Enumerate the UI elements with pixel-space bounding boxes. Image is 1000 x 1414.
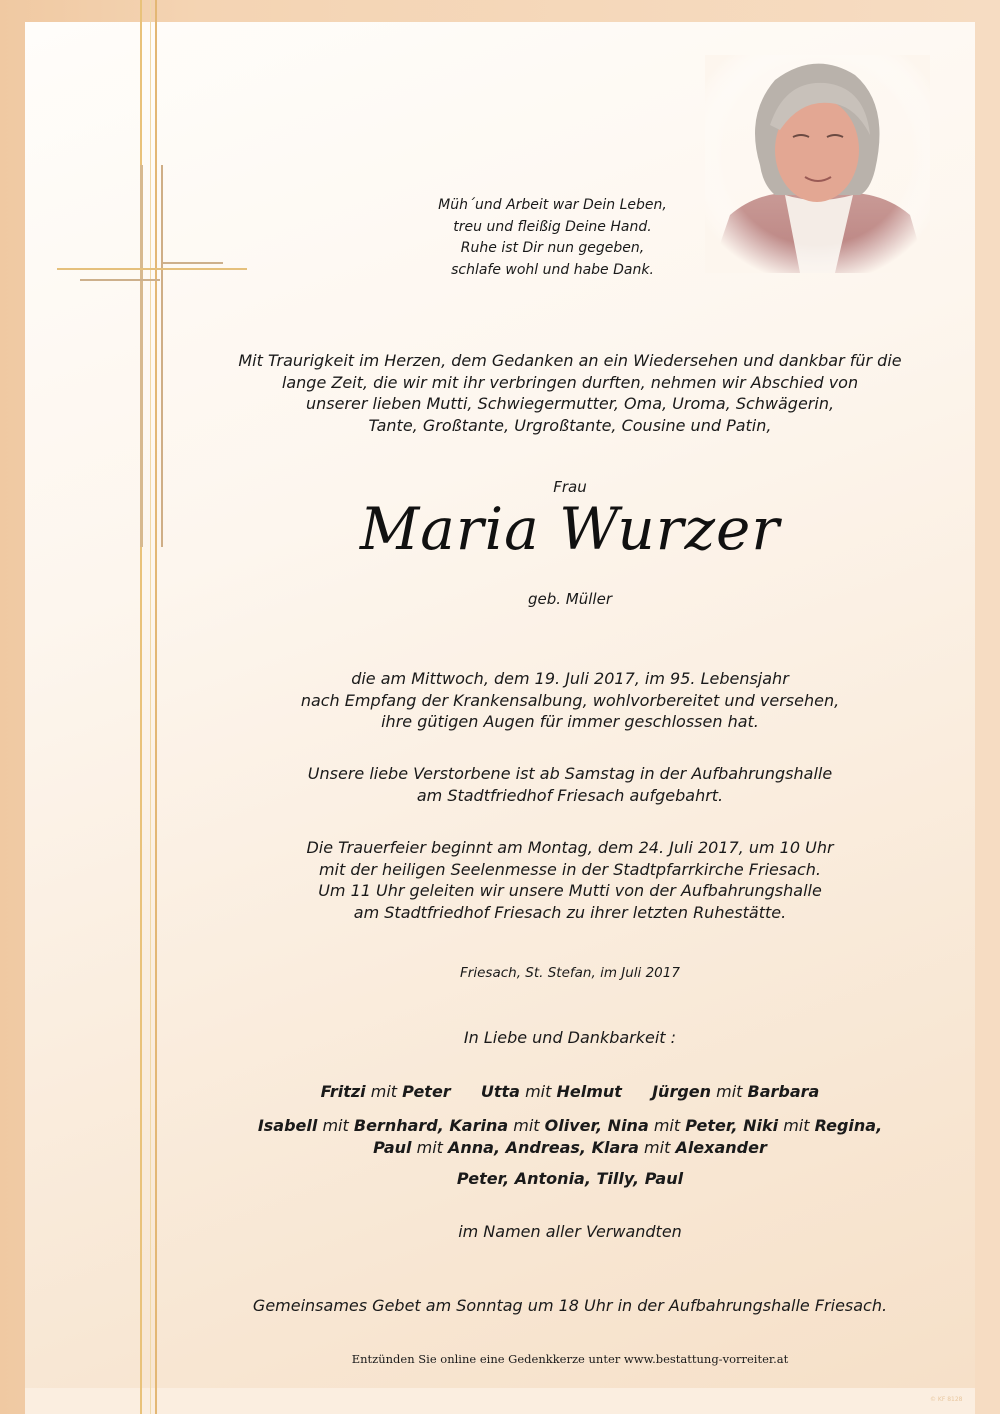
memorial-verse — [400, 195, 705, 281]
conj-mit: mit — [416, 1137, 443, 1157]
death-line: die am Mittwoch, dem 19. Juli 2017, im 95. Lebensjahr — [351, 669, 789, 688]
conj-mit: mit — [525, 1082, 552, 1101]
family-name: Regina, — [814, 1116, 883, 1135]
laid-out-line: Unsere liebe Verstorbene ist ab Samstag in der Aufbahrungshalle — [307, 764, 833, 783]
verse-line: Müh´und Arbeit war Dein Leben, — [438, 197, 667, 213]
gold-line-right — [155, 0, 157, 1414]
family-name: Fritzi — [320, 1082, 366, 1101]
maiden-name: geb. Müller — [528, 590, 612, 608]
funeral-line: am Stadtfriedhof Friesach zu ihrer letzten Ruhestätte. — [353, 902, 787, 922]
conj-mit: mit — [653, 1116, 681, 1135]
verse-line: Ruhe ist Dir nun gegeben, — [460, 240, 645, 256]
bottom-margin — [25, 1388, 975, 1414]
conj-mit: mit — [513, 1116, 540, 1135]
gold-line-middle — [150, 0, 151, 1414]
conj-mit: mit — [644, 1137, 671, 1157]
family-name: Alexander — [675, 1137, 767, 1157]
conj-mit: mit — [370, 1082, 398, 1101]
family-name: Isabell — [257, 1116, 318, 1135]
on-behalf: im Namen aller Verwandten — [458, 1222, 682, 1241]
portrait-photo — [705, 55, 930, 273]
family-name: Peter, Niki — [685, 1116, 779, 1135]
family-name: Barbara — [747, 1082, 820, 1101]
intro-line: lange Zeit, die wir mit ihr verbringen durften, nehmen wir Abschied von — [281, 372, 859, 392]
family-name: Oliver, Nina — [544, 1116, 649, 1135]
funeral-line: mit der heiligen Seelenmesse in der Stadtpfarrkirche Friesach. — [318, 859, 822, 879]
laid-out-line: am Stadtfriedhof Friesach aufgebahrt. — [416, 786, 724, 805]
intro-line: unserer lieben Mutti, Schwiegermutter, Oma, Uroma, Schwägerin, — [305, 394, 835, 414]
death-paragraph — [230, 668, 910, 733]
death-line: nach Empfang der Krankensalbung, wohlvorbereitet und versehen, — [300, 690, 840, 710]
deceased-name: Maria Wurzer — [359, 495, 781, 563]
family-name: Utta — [480, 1082, 520, 1101]
funeral-line: Die Trauerfeier beginnt am Montag, dem 24. Juli 2017, um 10 Uhr — [306, 838, 834, 857]
intro-paragraph — [230, 350, 910, 437]
family-name: Paul — [373, 1137, 412, 1157]
laid-out-paragraph — [230, 763, 910, 807]
family-name: Jürgen — [652, 1082, 712, 1101]
conj-mit: mit — [716, 1082, 743, 1101]
family-name: Helmut — [556, 1082, 622, 1101]
death-line: ihre gütigen Augen für immer geschlossen hat. — [381, 712, 759, 731]
family-row-grandchildren — [230, 1115, 910, 1158]
cross-horizontal-bar — [57, 268, 247, 270]
title-frau: Frau — [553, 478, 587, 496]
footer-website: Entzünden Sie online eine Gedenkkerze unter www.bestattung-vorreiter.at — [351, 1352, 789, 1366]
verse-line: treu und fleißig Deine Hand. — [453, 218, 652, 235]
cross-vertical-bar — [140, 165, 143, 547]
cross-vertical-bar-inner — [161, 165, 163, 547]
love-gratitude: In Liebe und Dankbarkeit : — [463, 1028, 677, 1047]
place-date: Friesach, St. Stefan, im Juli 2017 — [460, 965, 680, 981]
family-name: Peter, Antonia, Tilly, Paul — [456, 1169, 684, 1188]
funeral-paragraph — [230, 837, 910, 923]
family-row-great-grandchildren — [230, 1169, 910, 1188]
family-name: Anna, Andreas, Klara — [448, 1137, 639, 1157]
conj-mit: mit — [783, 1116, 810, 1135]
funeral-line: Um 11 Uhr geleiten wir unsere Mutti von der Aufbahrungshalle — [318, 881, 822, 900]
cross-horizontal-bar-right — [163, 262, 223, 264]
print-mark: © KF 8128 — [930, 1396, 963, 1403]
family-row-children — [230, 1082, 910, 1101]
intro-line: Tante, Großtante, Urgroßtante, Cousine und Patin, — [368, 416, 772, 436]
intro-line: Mit Traurigkeit im Herzen, dem Gedanken an ein Wiedersehen und dankbar für die — [238, 351, 902, 370]
cross-horizontal-bar-left — [80, 279, 160, 281]
family-line — [230, 1115, 910, 1137]
verse-line: schlafe wohl und habe Dank. — [451, 261, 654, 278]
portrait-illustration — [705, 55, 930, 273]
family-line — [230, 1137, 910, 1159]
conj-mit: mit — [322, 1116, 349, 1135]
prayer-notice: Gemeinsames Gebet am Sonntag um 18 Uhr in der Aufbahrungshalle Friesach. — [252, 1296, 888, 1315]
family-name: Bernhard, Karina — [353, 1116, 509, 1135]
family-name: Peter — [402, 1082, 451, 1101]
